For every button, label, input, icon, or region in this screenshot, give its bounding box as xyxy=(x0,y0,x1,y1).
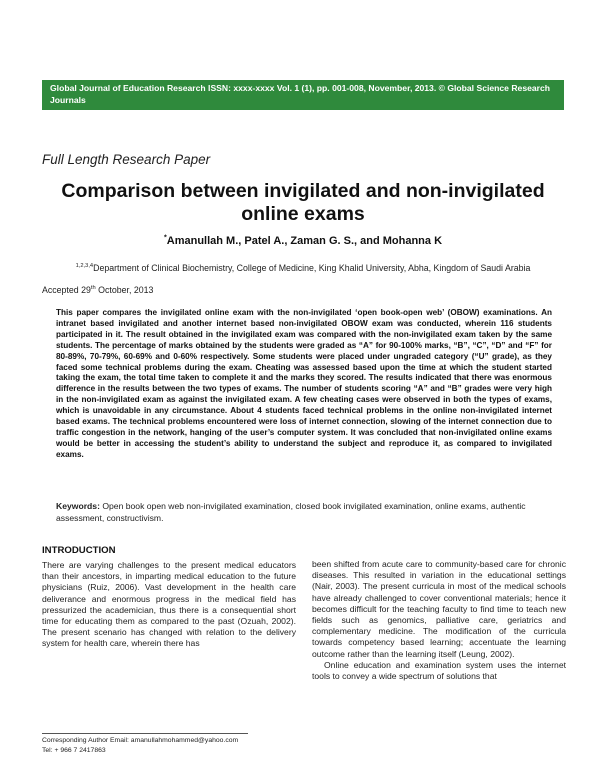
paper-type-label: Full Length Research Paper xyxy=(42,152,211,167)
paragraph: Online education and examination system uses the internet tools to convey a wide spectrum of solutions that xyxy=(312,659,566,682)
keywords-label: Keywords: xyxy=(56,501,100,511)
journal-banner: Global Journal of Education Research ISSN: xxxx-xxxx Vol. 1 (1), pp. 001-008, November, 2013. © Global Science Research Journals xyxy=(42,80,564,110)
paragraph: There are varying challenges to the present medical educators than their ancestors, in imparting medical education to the future physicians (Ruiz, 2006). Vast development in the health care deliverance and enormous progress in the medical field has pressurized the academician, thus there is a consequential short time for educating them as compared to the past (Ozuah, 2002). The present scenario has changed with relation to the delivery system for health care, wherein there has xyxy=(42,560,296,649)
corresponding-email: Corresponding Author Email: amanullahmohammed@yahoo.com xyxy=(42,737,239,744)
paragraph: been shifted from acute care to community-based care for chronic diseases. This resulted in variation in the educational settings (Nair, 2003). The present curricula in most of the medical schools have already challenged to cover conventional materials; hence it becomes difficult for the teaching faculty to find time to teach new fields such as genomics, palliative care, geriatrics and complementary medicine. The modification of the curricula towards competency based learning; accentuate the learning outcome rather than the learning itself (Leung, 2002). xyxy=(312,559,566,659)
corresponding-tel: Tel: + 966 7 2417863 xyxy=(42,746,106,754)
accepted-suffix: October, 2013 xyxy=(98,285,154,295)
abstract: This paper compares the invigilated online exam with the non-invigilated ‘open book-open web’ (OBOW) examinations. An intranet based invigilated and another internet based non-invigilated OBOW exam was conducted, wherein 116 students participated in it. The result obtained in the invigilated exam was compared with the non-invigilated exam taken by the same students. The percentage of marks obtained by the students were graded as “A” for 90-100% marks, “B”, “C”, “D” and “F” for 80-89%, 70-79%, 60-69% and 0-60% respectively. Some students were placed under ungraded category (“U” grade), as they faced some technical problems during the exam. Cheating was assessed based upon the time at which the student started taking the exam, the total time taken to complete it and the marks they scored. The results indicated that there was enormous difference in the results between the two types of exams. The number of students scoring “A” and “B” grades were very high in the non-invigilated exam as against the invigilated exam. A few cheating cases were observed in both the types of exams, which is unavoidable in any circumstance. About 4 students faced technical problems in the online non-invigilated internet based exams. The technical problems encountered were loss of internet connection, slowing of the internet connection due to traffic congestion in the network, hanging of the user’s computer system. It was concluded that non-invigilated online exams would be better in accessing the student’s ability to understand the subject and reproduce it, as compared to invigilated exams. xyxy=(56,308,552,459)
corresponding-author-mark: * xyxy=(163,233,167,242)
accepted-prefix: Accepted 29 xyxy=(42,285,91,295)
accepted-date xyxy=(42,285,153,295)
paper-title: Comparison between invigilated and non-invigilated online exams xyxy=(61,180,545,225)
right-column xyxy=(312,559,566,682)
accepted-ordinal: th xyxy=(90,285,96,292)
affiliation-mark: 1,2,3,4 xyxy=(75,263,94,270)
section-heading-introduction: INTRODUCTION xyxy=(42,545,116,556)
author-list xyxy=(42,235,564,247)
affiliation xyxy=(42,263,564,273)
keywords-text: Open book open web non-invigilated examination, closed book invigilated examination, online exams, authentic assessment, constructivism. xyxy=(56,501,526,523)
footnote-divider xyxy=(42,733,248,734)
authors-text: Amanullah M., Patel A., Zaman G. S., and Mohanna K xyxy=(166,235,443,247)
affiliation-text: Department of Clinical Biochemistry, College of Medicine, King Khalid University, Abha, Kingdom of Saudi Arabia xyxy=(93,263,531,273)
left-column xyxy=(42,560,296,650)
keywords xyxy=(56,500,552,524)
footnote xyxy=(42,736,238,755)
